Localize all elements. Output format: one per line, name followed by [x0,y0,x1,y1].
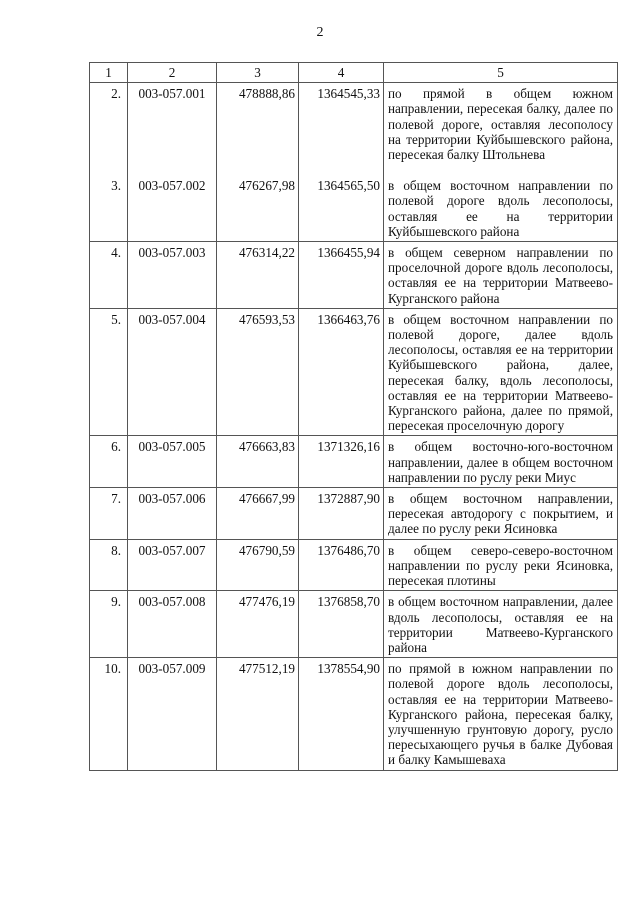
row-number: 8. [90,539,128,591]
coordinate-x: 476663,83 [217,436,299,488]
coordinate-x: 477476,19 [217,591,299,658]
row-number: 2. [90,83,128,165]
page-number: 2 [316,25,324,40]
column-header: 2 [128,63,217,83]
table-row [90,83,618,165]
row-number: 6. [90,436,128,488]
table-header-row [90,63,618,83]
coordinate-y: 1376858,70 [299,591,384,658]
boundary-description: по прямой в общем южном направлении, пересекая балку, далее по полевой дороге, оставляя лесополосу на территории Куйбышевского района, пересекая балку Штольнева [384,83,618,165]
boundary-description: в общем северном направлении по проселочной дороге вдоль лесополосы, оставляя ее на территории Матвеево-Курганского района [384,242,618,309]
boundary-points-table [89,62,618,771]
coordinate-y: 1366455,94 [299,242,384,309]
coordinate-x: 476593,53 [217,308,299,436]
row-number: 10. [90,658,128,770]
coordinate-y: 1364545,33 [299,83,384,165]
point-code: 003-057.009 [128,658,217,770]
table-row [90,488,618,540]
coordinate-x: 477512,19 [217,658,299,770]
point-code: 003-057.007 [128,539,217,591]
point-code: 003-057.001 [128,83,217,165]
point-code: 003-057.008 [128,591,217,658]
column-header: 4 [299,63,384,83]
row-number: 9. [90,591,128,658]
point-code: 003-057.005 [128,436,217,488]
point-code: 003-057.006 [128,488,217,540]
boundary-description: по прямой в южном направлении по полевой дороге вдоль лесополосы, оставляя ее на территории Матвеево-Курганского района, пересекая балку, улучшенную грунтовую дорогу, русло пересыхающего ручья в балке Дубовая и балку Камышеваха [384,658,618,770]
boundary-description: в общем восточном направлении по полевой дороге вдоль лесополосы, оставляя ее на территории Куйбышевского района [384,164,618,241]
table-row [90,164,618,241]
row-number: 4. [90,242,128,309]
table-row [90,308,618,436]
row-number: 5. [90,308,128,436]
table-row [90,539,618,591]
coordinate-x: 476790,59 [217,539,299,591]
point-code: 003-057.002 [128,164,217,241]
coordinate-y: 1376486,70 [299,539,384,591]
row-number: 3. [90,164,128,241]
coordinate-y: 1371326,16 [299,436,384,488]
coordinate-y: 1372887,90 [299,488,384,540]
coordinate-x: 476314,22 [217,242,299,309]
boundary-description: в общем восточном направлении по полевой дороге, далее вдоль лесополосы, оставляя ее на территории Куйбышевского района, далее, пересекая балку, вдоль лесополосы, оставляя ее на территории Матвеево-Курганского района, далее по прямой, пересекая проселочную дорогу [384,308,618,436]
column-header: 1 [90,63,128,83]
boundary-description: в общем северо-северо-восточном направлении по руслу реки Ясиновка, пересекая плотины [384,539,618,591]
table-row [90,658,618,770]
column-header: 3 [217,63,299,83]
row-number: 7. [90,488,128,540]
coordinate-x: 476267,98 [217,164,299,241]
boundary-description: в общем восточном направлении, далее вдоль лесополосы, оставляя ее на территории Матвеево-Курганского района [384,591,618,658]
coordinate-y: 1366463,76 [299,308,384,436]
table-row [90,242,618,309]
coordinate-y: 1378554,90 [299,658,384,770]
coordinate-y: 1364565,50 [299,164,384,241]
point-code: 003-057.004 [128,308,217,436]
table-row [90,436,618,488]
point-code: 003-057.003 [128,242,217,309]
boundary-description: в общем восточно-юго-восточном направлении, далее в общем восточном направлении по руслу реки Миус [384,436,618,488]
column-header: 5 [384,63,618,83]
table-row [90,591,618,658]
coordinate-x: 478888,86 [217,83,299,165]
coordinate-x: 476667,99 [217,488,299,540]
boundary-description: в общем восточном направлении, пересекая автодорогу с покрытием, и далее по руслу реки Ясиновка [384,488,618,540]
